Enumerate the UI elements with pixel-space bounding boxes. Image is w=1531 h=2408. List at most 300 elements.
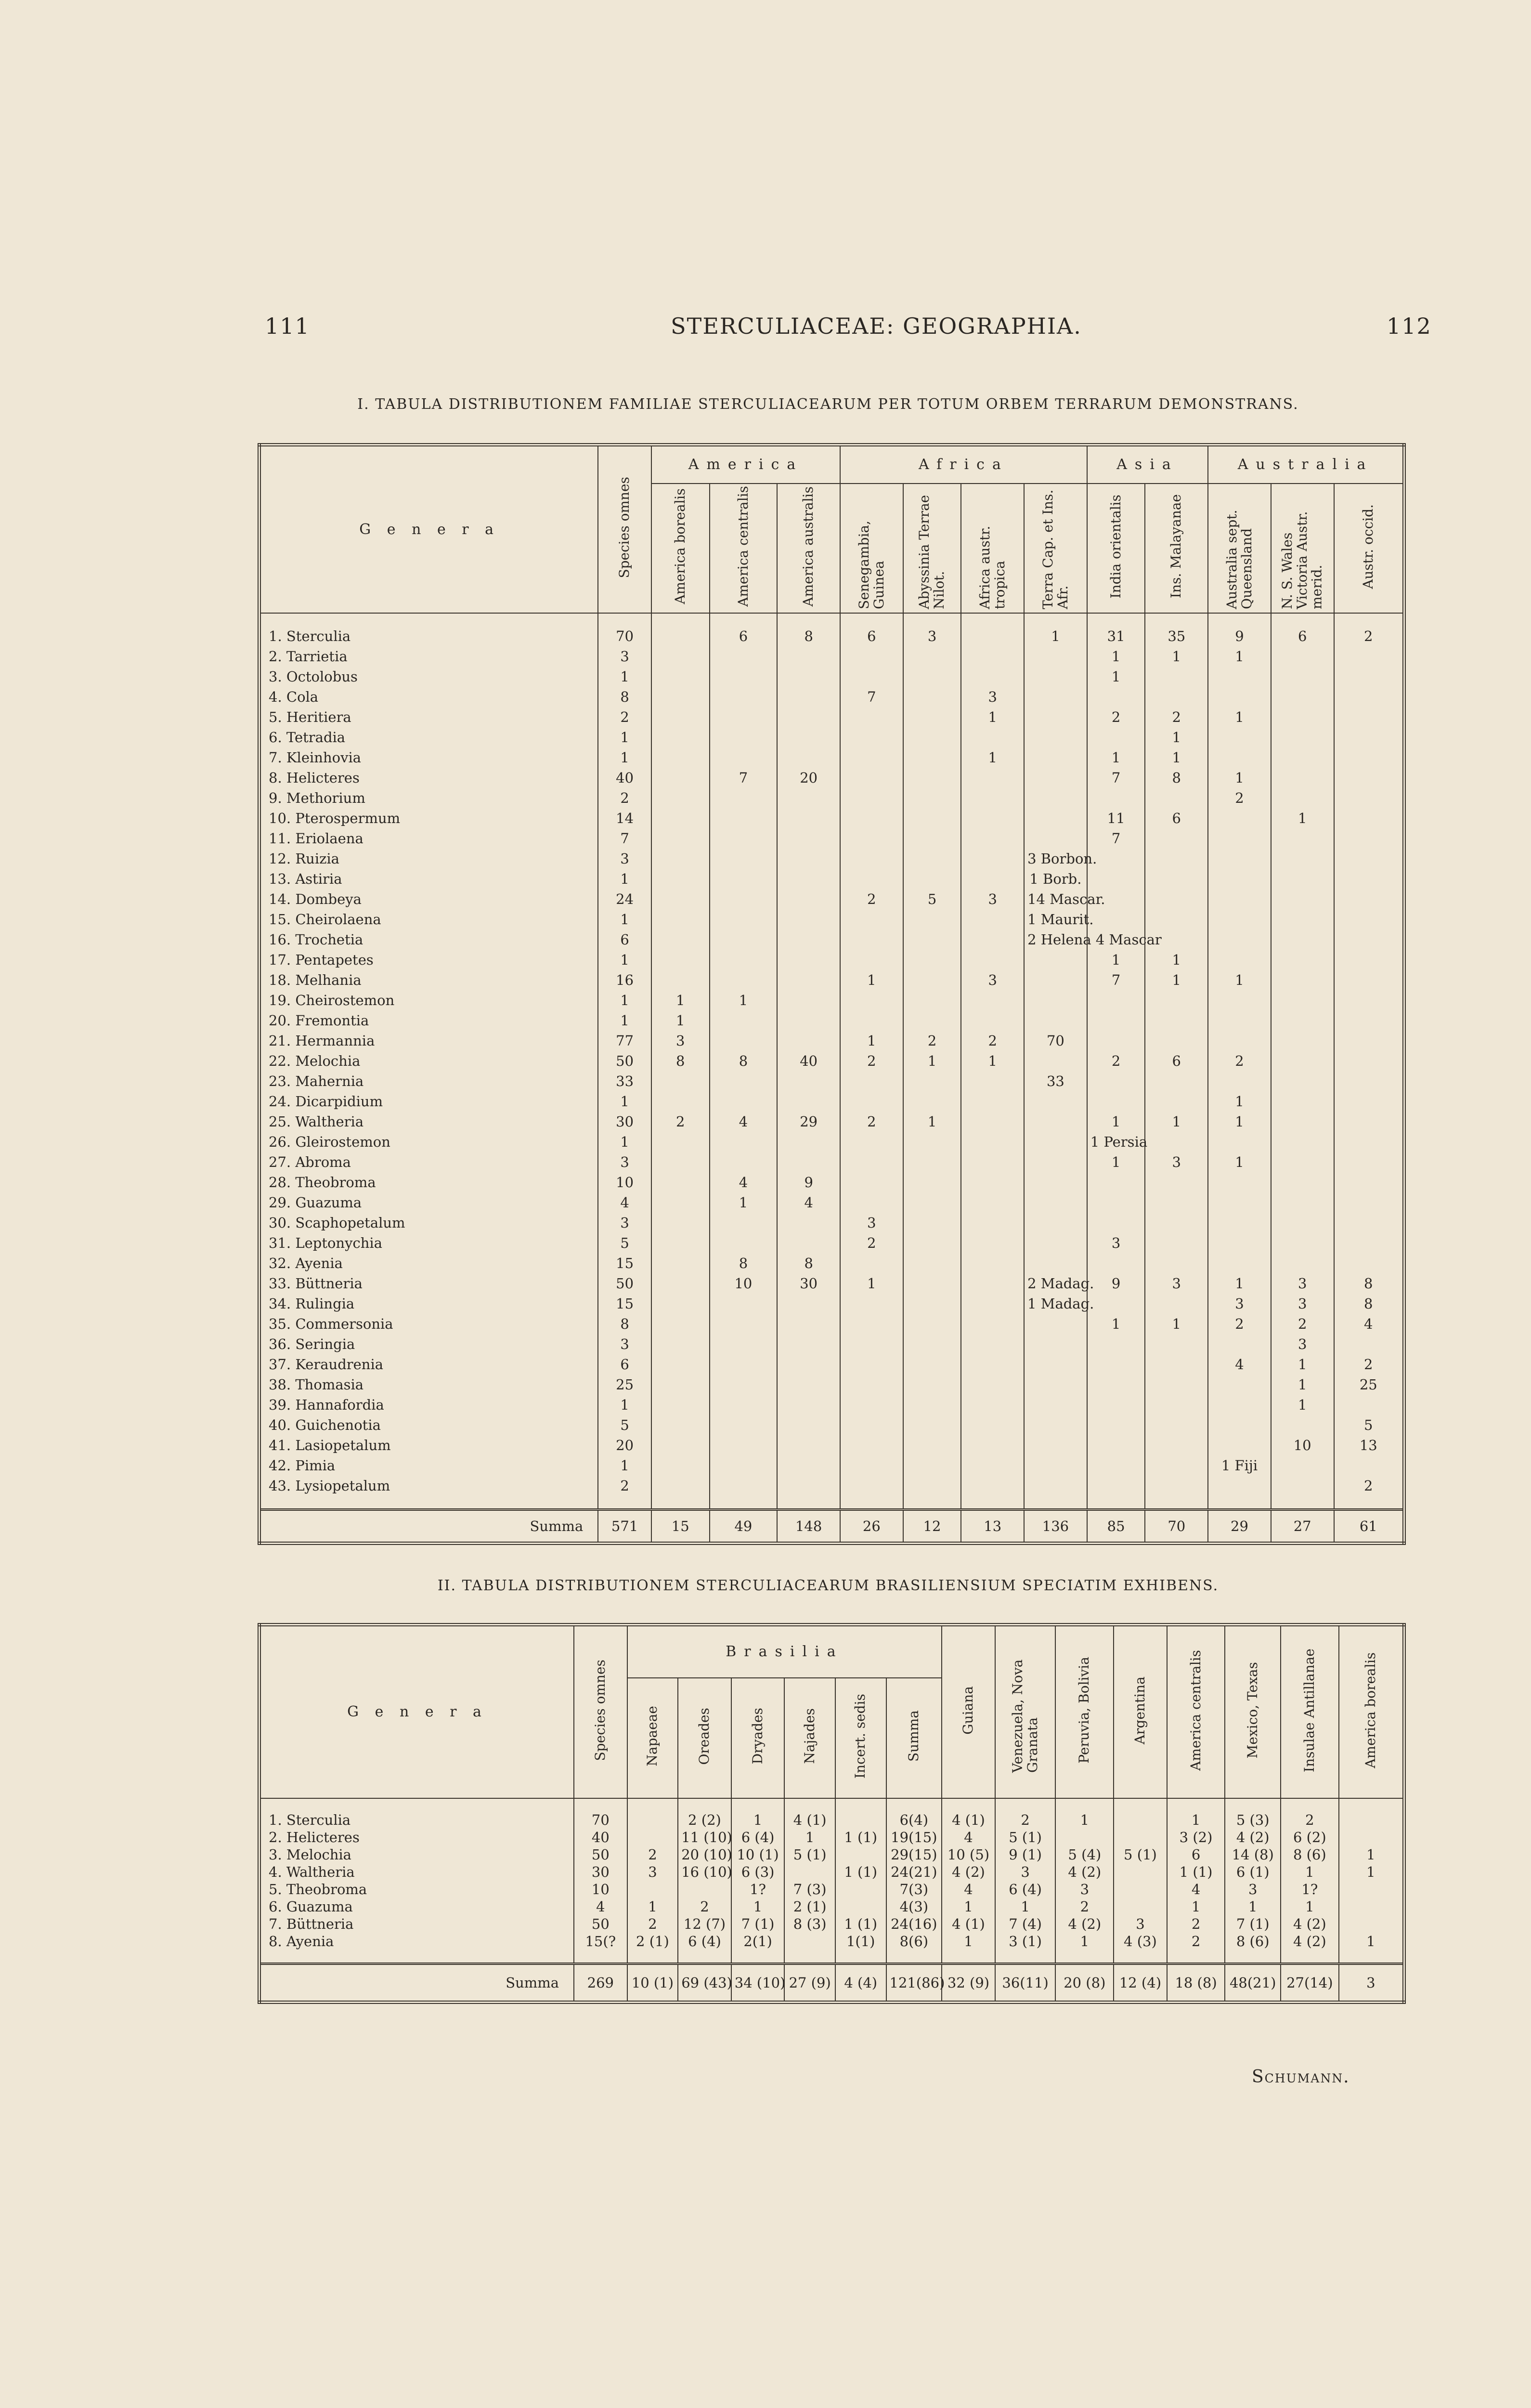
table-row [259, 1253, 1404, 1273]
table-cell [1334, 707, 1404, 727]
genus-name: 10. Pterospermum [259, 808, 598, 828]
table-cell [1271, 1152, 1334, 1172]
table-cell [903, 687, 961, 707]
distribution-table-world [258, 443, 1406, 1545]
table-cell: 8 [598, 687, 651, 707]
table-cell [1271, 1071, 1334, 1091]
table-cell: 11 (10) [678, 1829, 731, 1846]
col-header: Insulae Antillanae [1281, 1625, 1339, 1798]
table-cell: 1 [1208, 1112, 1271, 1132]
table-cell [651, 1395, 710, 1415]
table-cell [777, 970, 840, 990]
table-cell [1271, 990, 1334, 1010]
table-cell: 1 [710, 1192, 778, 1213]
table-cell: 12 (7) [678, 1915, 731, 1933]
table-cell [1024, 1091, 1087, 1112]
table-cell: 1 [1225, 1898, 1281, 1915]
table-cell [1334, 1395, 1404, 1415]
table-cell [1271, 1132, 1334, 1152]
table-cell [840, 909, 903, 929]
table-cell [840, 1172, 903, 1192]
table-cell [651, 1273, 710, 1294]
table-cell [961, 1314, 1024, 1334]
table-cell [1145, 889, 1208, 909]
table-cell: 6 [710, 626, 778, 646]
table-cell [903, 950, 961, 970]
summa-cell: 27 [1271, 1509, 1334, 1543]
table-cell [627, 1811, 678, 1829]
table-cell [784, 1933, 835, 1950]
col-header: Najades [784, 1678, 835, 1798]
table-cell: 1 [1145, 950, 1208, 970]
table-cell [840, 929, 903, 950]
table-cell: 24(16) [886, 1915, 942, 1933]
table-cell: 7 [840, 687, 903, 707]
group-header-asia: Asia [1087, 445, 1208, 484]
table-cell: 3 [903, 626, 961, 646]
table-cell [1208, 808, 1271, 828]
table-cell: 4 (2) [1281, 1915, 1339, 1933]
table-cell: 1 Maurit. [1024, 909, 1087, 929]
table-cell [961, 626, 1024, 646]
table-cell: 7 [1087, 768, 1145, 788]
table-cell [1334, 1010, 1404, 1031]
table-cell [710, 828, 778, 849]
summa-cell: 69 (43) [678, 1963, 731, 2002]
table-cell [710, 1233, 778, 1253]
table-cell [777, 1213, 840, 1233]
table-cell [835, 1846, 886, 1863]
table-cell: 6 (2) [1281, 1829, 1339, 1846]
table-cell [651, 1455, 710, 1476]
table-cell: 29(15) [886, 1846, 942, 1863]
table-row [259, 970, 1404, 990]
genus-name: 41. Lasiopetalum [259, 1435, 598, 1455]
table-cell [1087, 687, 1145, 707]
table-cell: 2 [1271, 1314, 1334, 1334]
table-cell: 4 (3) [1114, 1933, 1167, 1950]
table-cell: 1 [598, 1455, 651, 1476]
table-cell [1087, 1395, 1145, 1415]
table-cell [961, 929, 1024, 950]
table-cell [1334, 667, 1404, 687]
table-cell [961, 1192, 1024, 1213]
table-cell: 3 [1087, 1233, 1145, 1253]
table-cell [1271, 970, 1334, 990]
table-cell [710, 727, 778, 747]
table-cell [1339, 1881, 1404, 1898]
table-cell [1145, 1435, 1208, 1455]
genus-name: 35. Commersonia [259, 1314, 598, 1334]
table-cell [777, 1010, 840, 1031]
table-cell [651, 1071, 710, 1091]
genus-name: 6. Tetradia [259, 727, 598, 747]
table-cell: 8 [710, 1051, 778, 1071]
table-cell: 14 Mascar. [1024, 889, 1087, 909]
genus-name: 11. Eriolaena [259, 828, 598, 849]
table-cell [1145, 1172, 1208, 1192]
table-row [259, 1455, 1404, 1476]
table-cell [651, 1213, 710, 1233]
table-cell [710, 788, 778, 808]
table-row [259, 768, 1404, 788]
table-cell: 70 [598, 626, 651, 646]
table-cell [840, 1010, 903, 1031]
table-cell [1339, 1898, 1404, 1915]
table-cell [1024, 1435, 1087, 1455]
table-cell [1208, 990, 1271, 1010]
table-cell: 1 [1339, 1846, 1404, 1863]
table-cell: 8(6) [886, 1933, 942, 1950]
table-cell: 1 [840, 1273, 903, 1294]
table-cell [961, 1395, 1024, 1415]
table-cell [1271, 646, 1334, 667]
table-row [259, 788, 1404, 808]
table-cell [1208, 828, 1271, 849]
table-cell: 2 (1) [784, 1898, 835, 1915]
table-cell: 10 [710, 1273, 778, 1294]
table-cell: 7 (4) [995, 1915, 1056, 1933]
table-cell: 6 (1) [1225, 1863, 1281, 1881]
summa-cell: 148 [777, 1509, 840, 1543]
table-cell [651, 909, 710, 929]
table-cell: 8 [710, 1253, 778, 1273]
table-cell: 20 [777, 768, 840, 788]
table-cell [777, 1233, 840, 1253]
table-cell [710, 1314, 778, 1334]
table-cell [777, 687, 840, 707]
table-cell: 3 Borbon. [1024, 849, 1087, 869]
table-cell [1208, 1435, 1271, 1455]
table-cell [1024, 1112, 1087, 1132]
table-cell [1145, 1071, 1208, 1091]
table-row [259, 1811, 1404, 1829]
table-cell [1145, 828, 1208, 849]
table-cell: 4 [777, 1192, 840, 1213]
table-row [259, 1435, 1404, 1455]
table-cell [961, 1435, 1024, 1455]
table-cell [1271, 1051, 1334, 1071]
table-cell [777, 869, 840, 889]
genus-name: 30. Scaphopetalum [259, 1213, 598, 1233]
table-cell: 1 (1) [835, 1829, 886, 1846]
table-cell [651, 869, 710, 889]
genus-name: 31. Leptonychia [259, 1233, 598, 1253]
table-cell [1271, 707, 1334, 727]
table-cell: 4 [942, 1881, 995, 1898]
table-cell: 4 (2) [1281, 1933, 1339, 1950]
table-cell: 4 (2) [1225, 1829, 1281, 1846]
table-cell [903, 869, 961, 889]
table-cell: 1 [1208, 1273, 1271, 1294]
table-cell [651, 727, 710, 747]
table-cell [1087, 1294, 1145, 1314]
table-row [259, 1091, 1404, 1112]
table-cell: 16 (10) [678, 1863, 731, 1881]
table-cell: 3 [598, 646, 651, 667]
table-cell: 4 [1167, 1881, 1225, 1898]
table-cell: 1 [651, 1010, 710, 1031]
table-cell [710, 1476, 778, 1496]
table-cell: 9 [1087, 1273, 1145, 1294]
table-cell: 4 (2) [1055, 1915, 1114, 1933]
table-cell [710, 1010, 778, 1031]
table-cell [651, 626, 710, 646]
table-cell [777, 990, 840, 1010]
table-cell [1208, 1374, 1271, 1395]
table-cell [651, 788, 710, 808]
table-cell: 20 [598, 1435, 651, 1455]
table-cell [961, 1132, 1024, 1152]
table-cell: 77 [598, 1031, 651, 1051]
table-cell: 10 [598, 1172, 651, 1192]
table-cell: 1 [1167, 1898, 1225, 1915]
table-cell [1334, 1233, 1404, 1253]
col-header: Venezuela, Nova Granata [995, 1625, 1056, 1798]
table-cell [1271, 1213, 1334, 1233]
table-cell [710, 667, 778, 687]
table-row [259, 1071, 1404, 1091]
summa-cell: 121(86) [886, 1963, 942, 2002]
table-cell: 1(1) [835, 1933, 886, 1950]
table-cell: 1 [1145, 1314, 1208, 1334]
table-cell [777, 1395, 840, 1415]
table-cell: 24 [598, 889, 651, 909]
table-cell: 3 [840, 1213, 903, 1233]
table-cell [651, 1354, 710, 1374]
table-cell [840, 1455, 903, 1476]
running-title: STERCULIACEAE: GEOGRAPHIA. [671, 313, 1082, 339]
table-cell: 50 [598, 1051, 651, 1071]
table-cell [835, 1881, 886, 1898]
table-row [259, 1898, 1404, 1915]
table-cell [1208, 747, 1271, 768]
table-cell [1145, 1031, 1208, 1051]
table-cell: 1 [961, 1051, 1024, 1071]
table-cell [1114, 1863, 1167, 1881]
table-cell [777, 1374, 840, 1395]
table-cell [710, 869, 778, 889]
table-cell [1145, 1294, 1208, 1314]
table-cell [651, 707, 710, 727]
summa-cell: 48(21) [1225, 1963, 1281, 2002]
table-cell [1334, 1091, 1404, 1112]
table-cell [961, 1476, 1024, 1496]
table-cell [777, 828, 840, 849]
table-cell: 3 [1271, 1273, 1334, 1294]
table-cell: 15 [598, 1294, 651, 1314]
table-cell [651, 747, 710, 768]
table-cell [840, 707, 903, 727]
table-cell [1024, 1374, 1087, 1395]
table-cell [903, 788, 961, 808]
table-cell [1145, 667, 1208, 687]
table-cell [710, 1132, 778, 1152]
table-row [259, 626, 1404, 646]
table-cell [1145, 1334, 1208, 1354]
author-signature: Schumann. [1252, 2067, 1350, 2087]
table-cell: 1 Fiji [1208, 1455, 1271, 1476]
table-cell [840, 1253, 903, 1273]
table-cell [840, 849, 903, 869]
table-cell [903, 990, 961, 1010]
table-row [259, 1051, 1404, 1071]
table-cell: 9 (1) [995, 1846, 1056, 1863]
table-cell [1145, 1455, 1208, 1476]
table-cell [1334, 1192, 1404, 1213]
table-cell [1024, 1476, 1087, 1496]
summa-cell: 34 (10) [731, 1963, 785, 2002]
table-cell [1334, 788, 1404, 808]
genus-name: 34. Rulingia [259, 1294, 598, 1314]
page-number-left: 111 [265, 313, 310, 339]
table-cell: 1 [710, 990, 778, 1010]
table-cell: 1 [1339, 1863, 1404, 1881]
table-cell [1024, 646, 1087, 667]
table-cell: 1 [1271, 1395, 1334, 1415]
table-cell [1145, 849, 1208, 869]
table-cell: 1 [598, 1091, 651, 1112]
table-cell [1334, 950, 1404, 970]
table-cell [840, 1354, 903, 1374]
table-cell: 2 [840, 1051, 903, 1071]
table-cell [1087, 1435, 1145, 1455]
table-cell [840, 1476, 903, 1496]
genus-name: 9. Methorium [259, 788, 598, 808]
table-cell [710, 1354, 778, 1374]
genus-name: 1. Sterculia [259, 626, 598, 646]
table-cell: 4 (2) [1055, 1863, 1114, 1881]
summa-cell: 29 [1208, 1509, 1271, 1543]
table-cell: 2 [678, 1898, 731, 1915]
table-cell [961, 808, 1024, 828]
summa-cell: 27(14) [1281, 1963, 1339, 2002]
table-cell [1339, 1829, 1404, 1846]
table-cell: 1 [1208, 646, 1271, 667]
table-cell [1334, 889, 1404, 909]
table-cell [1024, 1010, 1087, 1031]
table-cell: 5 [598, 1233, 651, 1253]
table-cell [1087, 727, 1145, 747]
table-cell: 1 [1339, 1933, 1404, 1950]
table-cell [1087, 1476, 1145, 1496]
table-cell: 4 [598, 1192, 651, 1213]
col-header: America borealis [1339, 1625, 1404, 1798]
table-cell [840, 667, 903, 687]
table-row [259, 1354, 1404, 1374]
table-row [259, 889, 1404, 909]
table-cell [1208, 869, 1271, 889]
table-row [259, 950, 1404, 970]
table-cell [1334, 849, 1404, 869]
table-cell [710, 687, 778, 707]
table-cell: 2 [995, 1811, 1056, 1829]
table-cell: 3 [598, 849, 651, 869]
table-cell [1339, 1811, 1404, 1829]
table-cell: 4(3) [886, 1898, 942, 1915]
table-cell [903, 1253, 961, 1273]
table-cell: 2 [840, 1112, 903, 1132]
table-cell [1271, 889, 1334, 909]
table-cell [961, 727, 1024, 747]
table-cell: 3 [1208, 1294, 1271, 1314]
table-cell [1145, 869, 1208, 889]
table-cell: 1 [840, 1031, 903, 1051]
table-cell [903, 727, 961, 747]
table-cell: 10 [1271, 1435, 1334, 1455]
table-cell [840, 1374, 903, 1395]
table-cell [777, 1435, 840, 1455]
table-cell [840, 646, 903, 667]
table-cell [1334, 646, 1404, 667]
col-header: Summa [886, 1678, 942, 1798]
table-cell: 4 [574, 1898, 627, 1915]
table-cell: 1 [1087, 1112, 1145, 1132]
col-header: Napaeae [627, 1678, 678, 1798]
table-cell [651, 1091, 710, 1112]
genera-header: G e n e r a [259, 1625, 574, 1798]
table-cell [903, 1132, 961, 1152]
table-cell: 35 [1145, 626, 1208, 646]
table-cell [651, 889, 710, 909]
table-cell [961, 849, 1024, 869]
table-cell: 2 [1208, 1314, 1271, 1334]
summa-label: Summa [259, 1509, 598, 1543]
genus-name: 25. Waltheria [259, 1112, 598, 1132]
table-cell: 1 [903, 1051, 961, 1071]
table-row [259, 1476, 1404, 1496]
table-cell [777, 1314, 840, 1334]
table-cell: 16 [598, 970, 651, 990]
summa-cell: 571 [598, 1509, 651, 1543]
table-cell [710, 1071, 778, 1091]
table-cell [651, 687, 710, 707]
genus-name: 5. Theobroma [259, 1881, 574, 1898]
table-cell [651, 1294, 710, 1314]
table-cell: 1 [1145, 1112, 1208, 1132]
table-cell: 8 [598, 1314, 651, 1334]
table-cell: 2 [598, 788, 651, 808]
table-cell: 3 (2) [1167, 1829, 1225, 1846]
table-cell [1271, 1031, 1334, 1051]
table-cell [1024, 1455, 1087, 1476]
table-cell [1271, 1233, 1334, 1253]
table-cell [1024, 768, 1087, 788]
table-cell [840, 1152, 903, 1172]
table-cell: 6 (3) [731, 1863, 785, 1881]
table-cell [1087, 788, 1145, 808]
genus-name: 36. Seringia [259, 1334, 598, 1354]
table-cell [1271, 667, 1334, 687]
table-cell: 31 [1087, 626, 1145, 646]
col-header: Austr. occid. [1334, 484, 1404, 613]
group-header-africa: Africa [840, 445, 1087, 484]
genus-name: 19. Cheirostemon [259, 990, 598, 1010]
table-cell [903, 1395, 961, 1415]
summa-cell: 10 (1) [627, 1963, 678, 2002]
col-header: Ins. Malayanae [1145, 484, 1208, 613]
table-cell [1145, 1354, 1208, 1374]
table-cell [1208, 1172, 1271, 1192]
table-cell [1334, 1172, 1404, 1192]
table-cell: 33 [598, 1071, 651, 1091]
table-cell [903, 1455, 961, 1476]
table-cell: 1 [627, 1898, 678, 1915]
table-cell [903, 1415, 961, 1435]
table-cell [651, 808, 710, 828]
table-cell [1208, 1253, 1271, 1273]
table-row [259, 1172, 1404, 1192]
